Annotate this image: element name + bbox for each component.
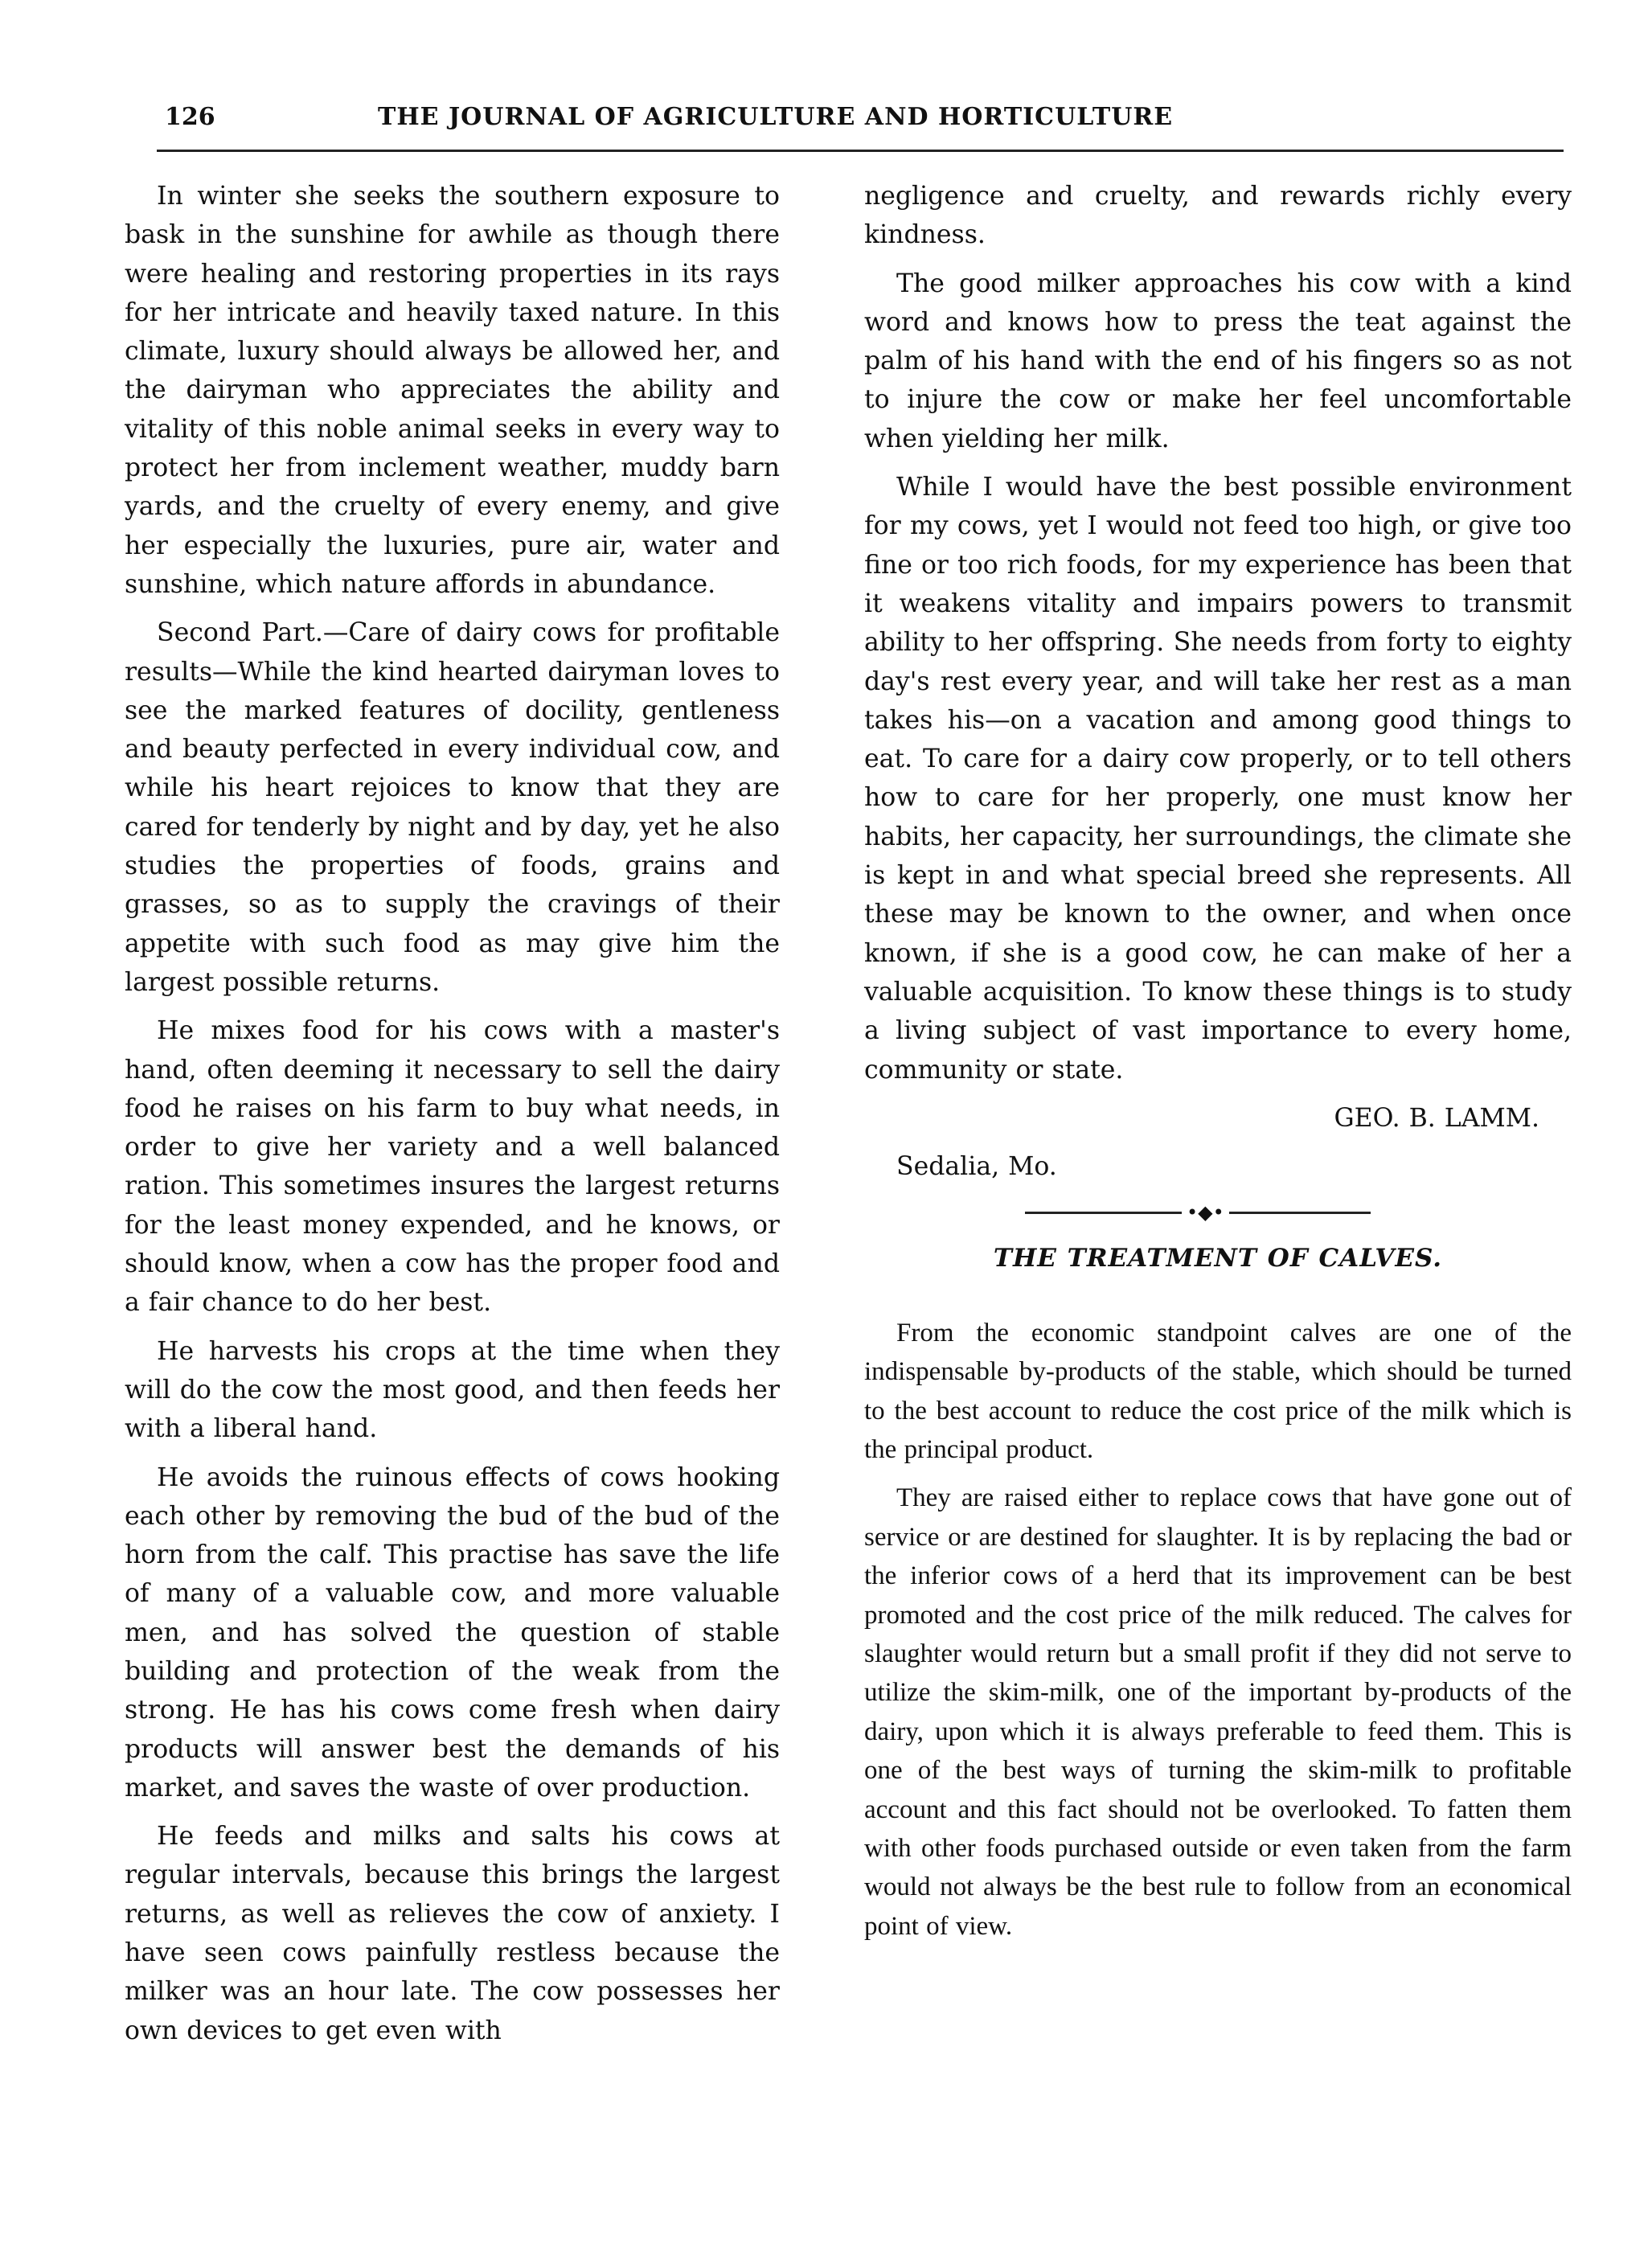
paragraph: Second Part.—Care of dairy cows for profitable results—While the kind hearted dairyman loves to see the marked features of docility, gentleness and beauty perfected in every individual cow, and while his heart rejoices to know that they are cared for tenderly by night and by day, yet he also studies the properties of foods, grains and grasses, so as to supply the cravings of their appetite with such food as may give him the largest possible returns. [125,618,780,997]
paragraph: While I would have the best possible environment for my cows, yet I would not feed too high, or give too fine or too rich foods, for my experience has been that it weakens vitality and impairs powers to transmit ability to her offspring. She needs from forty to eighty day's rest every year, and will take her rest as a man takes his—on a vacation and among good things to eat. To care for a dairy cow properly, or to tell others how to care for her properly, one must know her habits, her capacity, her surroundings, the climate she is kept in and what special breed she represents. All these may be known to the owner, and when once known, if she is a good cow, he can make of her a valuable acquisition. To know these things is to study a living subject of vast importance to every home, community or state. [864,473,1572,1085]
section-divider [864,1196,1572,1231]
paragraph: He avoids the ruinous effects of cows hooking each other by removing the bud of the bud of the horn from the calf. This practise has save the life of many of a valuable cow, and more valuable men, and has solved the question of stable building and protection of the weak from the strong. He has his cows come fresh when dairy products will answer best the demands of his market, and saves the waste of over production. [125,1462,780,1803]
page-header [165,103,1564,143]
paragraph: He harvests his crops at the time when they will do the cow the most good, and then feeds her with a liberal hand. [125,1336,780,1444]
paragraph: He mixes food for his cows with a master's hand, often deeming it necessary to sell the dairy food he raises on his farm to buy what needs, in order to give her variety and a well balanced ration. This sometimes insures the largest returns for the least money expended, and he knows, or should know, when a cow has the proper food and a fair chance to do her best. [125,1016,780,1318]
paragraph: In winter she seeks the southern exposure to bask in the sunshine for awhile as though there were healing and restoring properties in its rays for her intricate and heavily taxed nature. In this climate, luxury should always be allowed her, and the dairyman who appreciates the ability and vitality of this noble animal seeks in every way to protect her from inclement weather, muddy barn yards, and the cruelty of every enemy, and give her especially the luxuries, pure air, water and sunshine, which nature affords in abundance. [125,182,780,599]
article-body [864,1314,1572,1946]
paragraph: He feeds and milks and salts his cows at regular intervals, because this brings the largest returns, as well as relieves the cow of anxiety. I have seen cows painfully restless because the milker was an hour late. The cow possesses her own devices to get even with [125,1822,780,2045]
paragraph: negligence and cruelty, and rewards richly every kindness. [864,182,1572,250]
author-location: Sedalia, Mo. [896,1152,1057,1182]
header-rule [157,150,1564,152]
paragraph: They are raised either to replace cows that have gone out of service or are destined for slaughter. It is by replacing the bad or the inferior cows of a herd that its improvement can be best promoted and the cost price of the milk reduced. The calves for slaughter would return but a small profit if they did not serve to utilize the skim-milk, one of the important by-products of the dairy, upon which it is always preferable to feed them. This is one of the best ways of turning the skim-milk to profitable account and this fact should not be overlooked. To fatten them with other foods purchased outside or even taken from the farm would not always be the best rule to follow from an economical point of view. [864,1483,1572,1941]
running-head: THE JOURNAL OF AGRICULTURE AND HORTICULTURE [378,103,1174,131]
right-column [864,177,1572,1955]
paragraph: The good milker approaches his cow with a kind word and knows how to press the teat against the palm of his hand with the end of his fingers so as not to injure the cow or make her feel uncomfortable when yielding her milk. [864,269,1572,453]
divider-ornament: •◆• [1182,1200,1229,1224]
page-number: 126 [165,103,215,131]
author-signature: GEO. B. LAMM. [1334,1103,1539,1133]
paragraph: From the economic standpoint calves are one of the indispensable by-products of the stable, which should be turned to the best account to reduce the cost price of the milk which is the principal product. [864,1318,1572,1464]
article-title: THE TREATMENT OF CALVES. [993,1244,1443,1274]
left-column [125,177,780,2060]
